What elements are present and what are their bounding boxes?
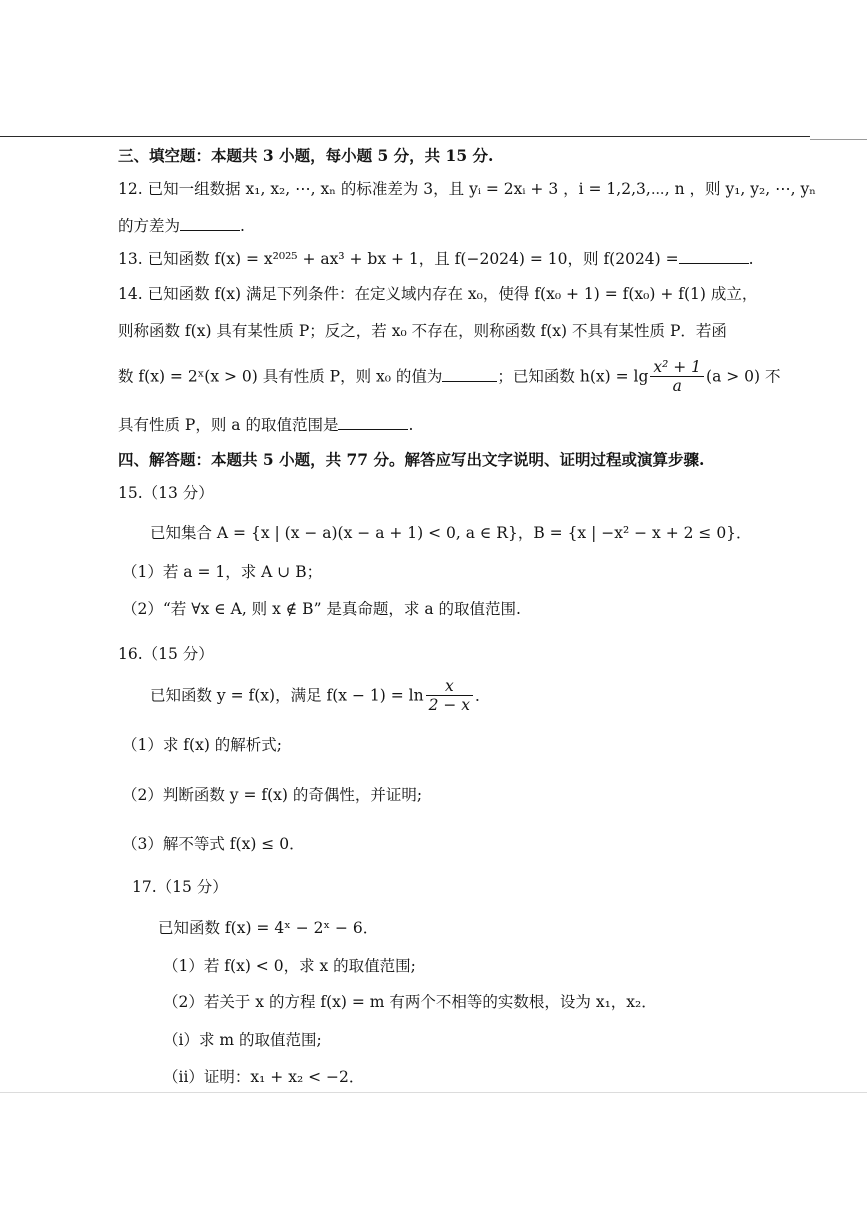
q14-fraction	[650, 359, 704, 396]
q13-text: 13. 已知函数 f(x) = x²⁰²⁵ + ax³ + bx + 1，且 f(−2024) = 10，则 f(2024) =	[118, 250, 679, 268]
q12-answer-blank	[180, 216, 240, 231]
q16-frac-den: 2 − x	[426, 695, 473, 715]
q12-line1: 12. 已知一组数据 x₁, x₂, ⋯, xₙ 的标准差为 3，且 yᵢ = 2xᵢ + 3 ，i = 1,2,3,⋯, n ，则 y₁, y₂, ⋯, yₙ	[118, 180, 816, 198]
q17-part2: （2）若关于 x 的方程 f(x) = m 有两个不相等的实数根，设为 x₁，x₂．	[163, 993, 657, 1011]
q16-part1: （1）求 f(x) 的解析式;	[122, 736, 283, 754]
q16-stem	[150, 678, 491, 715]
section3-heading: 三、填空题：本题共 3 小题，每小题 5 分，共 15 分.	[118, 146, 494, 165]
q15-part2: （2）“若 ∀x ∈ A, 则 x ∉ B” 是真命题，求 a 的取值范围.	[122, 600, 521, 618]
q14-frac-den: a	[650, 376, 704, 396]
q16-frac-num: x	[444, 677, 454, 695]
q14-line4-text: 具有性质 P，则 a 的取值范围是	[118, 416, 339, 434]
q12-line2: 的方差为 .	[118, 217, 245, 235]
q14-line3	[118, 359, 781, 396]
q16-part3: （3）解不等式 f(x) ≤ 0．	[122, 835, 305, 853]
top-rule	[0, 136, 810, 137]
q14-line3c: (a > 0) 不	[706, 367, 781, 386]
q14-line2: 则称函数 f(x) 具有某性质 P；反之，若 x₀ 不存在，则称函数 f(x) 不具有某性质 P．若函	[118, 322, 727, 340]
q14-line4: 具有性质 P，则 a 的取值范围是 .	[118, 416, 414, 434]
section4-heading: 四、解答题：本题共 5 小题，共 77 分。解答应写出文字说明、证明过程或演算步骤.	[118, 450, 705, 469]
q16-stem-a: 已知函数 y = f(x)，满足 f(x − 1) = ln	[150, 686, 424, 705]
q17-sub2: （ii）证明：x₁ + x₂ < −2．	[163, 1068, 365, 1086]
q17-part1: （1）若 f(x) < 0，求 x 的取值范围;	[163, 957, 416, 975]
q17-stem: 已知函数 f(x) = 4ˣ − 2ˣ − 6．	[158, 919, 379, 937]
q15-part1: （1）若 a = 1，求 A ∪ B；	[122, 563, 323, 581]
q14-line3b: ；已知函数 h(x) = lg	[497, 367, 649, 386]
q12-line2-text: 的方差为	[118, 217, 181, 235]
q14-answer-blank-1	[442, 367, 497, 382]
q13-line: 13. 已知函数 f(x) = x²⁰²⁵ + ax³ + bx + 1，且 f(−2024) = 10，则 f(2024) = .	[118, 250, 754, 268]
q14-frac-num: x² + 1	[653, 358, 702, 376]
q14-line3a: 数 f(x) = 2ˣ(x > 0) 具有性质 P，则 x₀ 的值为	[118, 367, 443, 386]
q16-title: 16.（15 分）	[118, 645, 214, 663]
q16-part2: （2）判断函数 y = f(x) 的奇偶性，并证明;	[122, 786, 423, 804]
bottom-edge-line	[0, 1092, 867, 1093]
q17-title: 17.（15 分）	[132, 878, 228, 896]
top-rule-tail	[810, 139, 867, 140]
q15-title: 15.（13 分）	[118, 484, 214, 502]
q14-line1: 14. 已知函数 f(x) 满足下列条件：在定义域内存在 x₀，使得 f(x₀ + 1) = f(x₀) + f(1) 成立，	[118, 285, 758, 303]
q14-answer-blank-2	[338, 415, 408, 430]
q16-fraction	[426, 678, 473, 715]
q16-stem-b: ．	[475, 686, 491, 705]
q15-stem: 已知集合 A = {x | (x − a)(x − a + 1) < 0, a ∈ R}，B = {x | −x² − x + 2 ≤ 0}．	[150, 524, 752, 542]
q17-sub1: （i）求 m 的取值范围;	[163, 1031, 322, 1049]
q13-answer-blank	[679, 249, 749, 264]
